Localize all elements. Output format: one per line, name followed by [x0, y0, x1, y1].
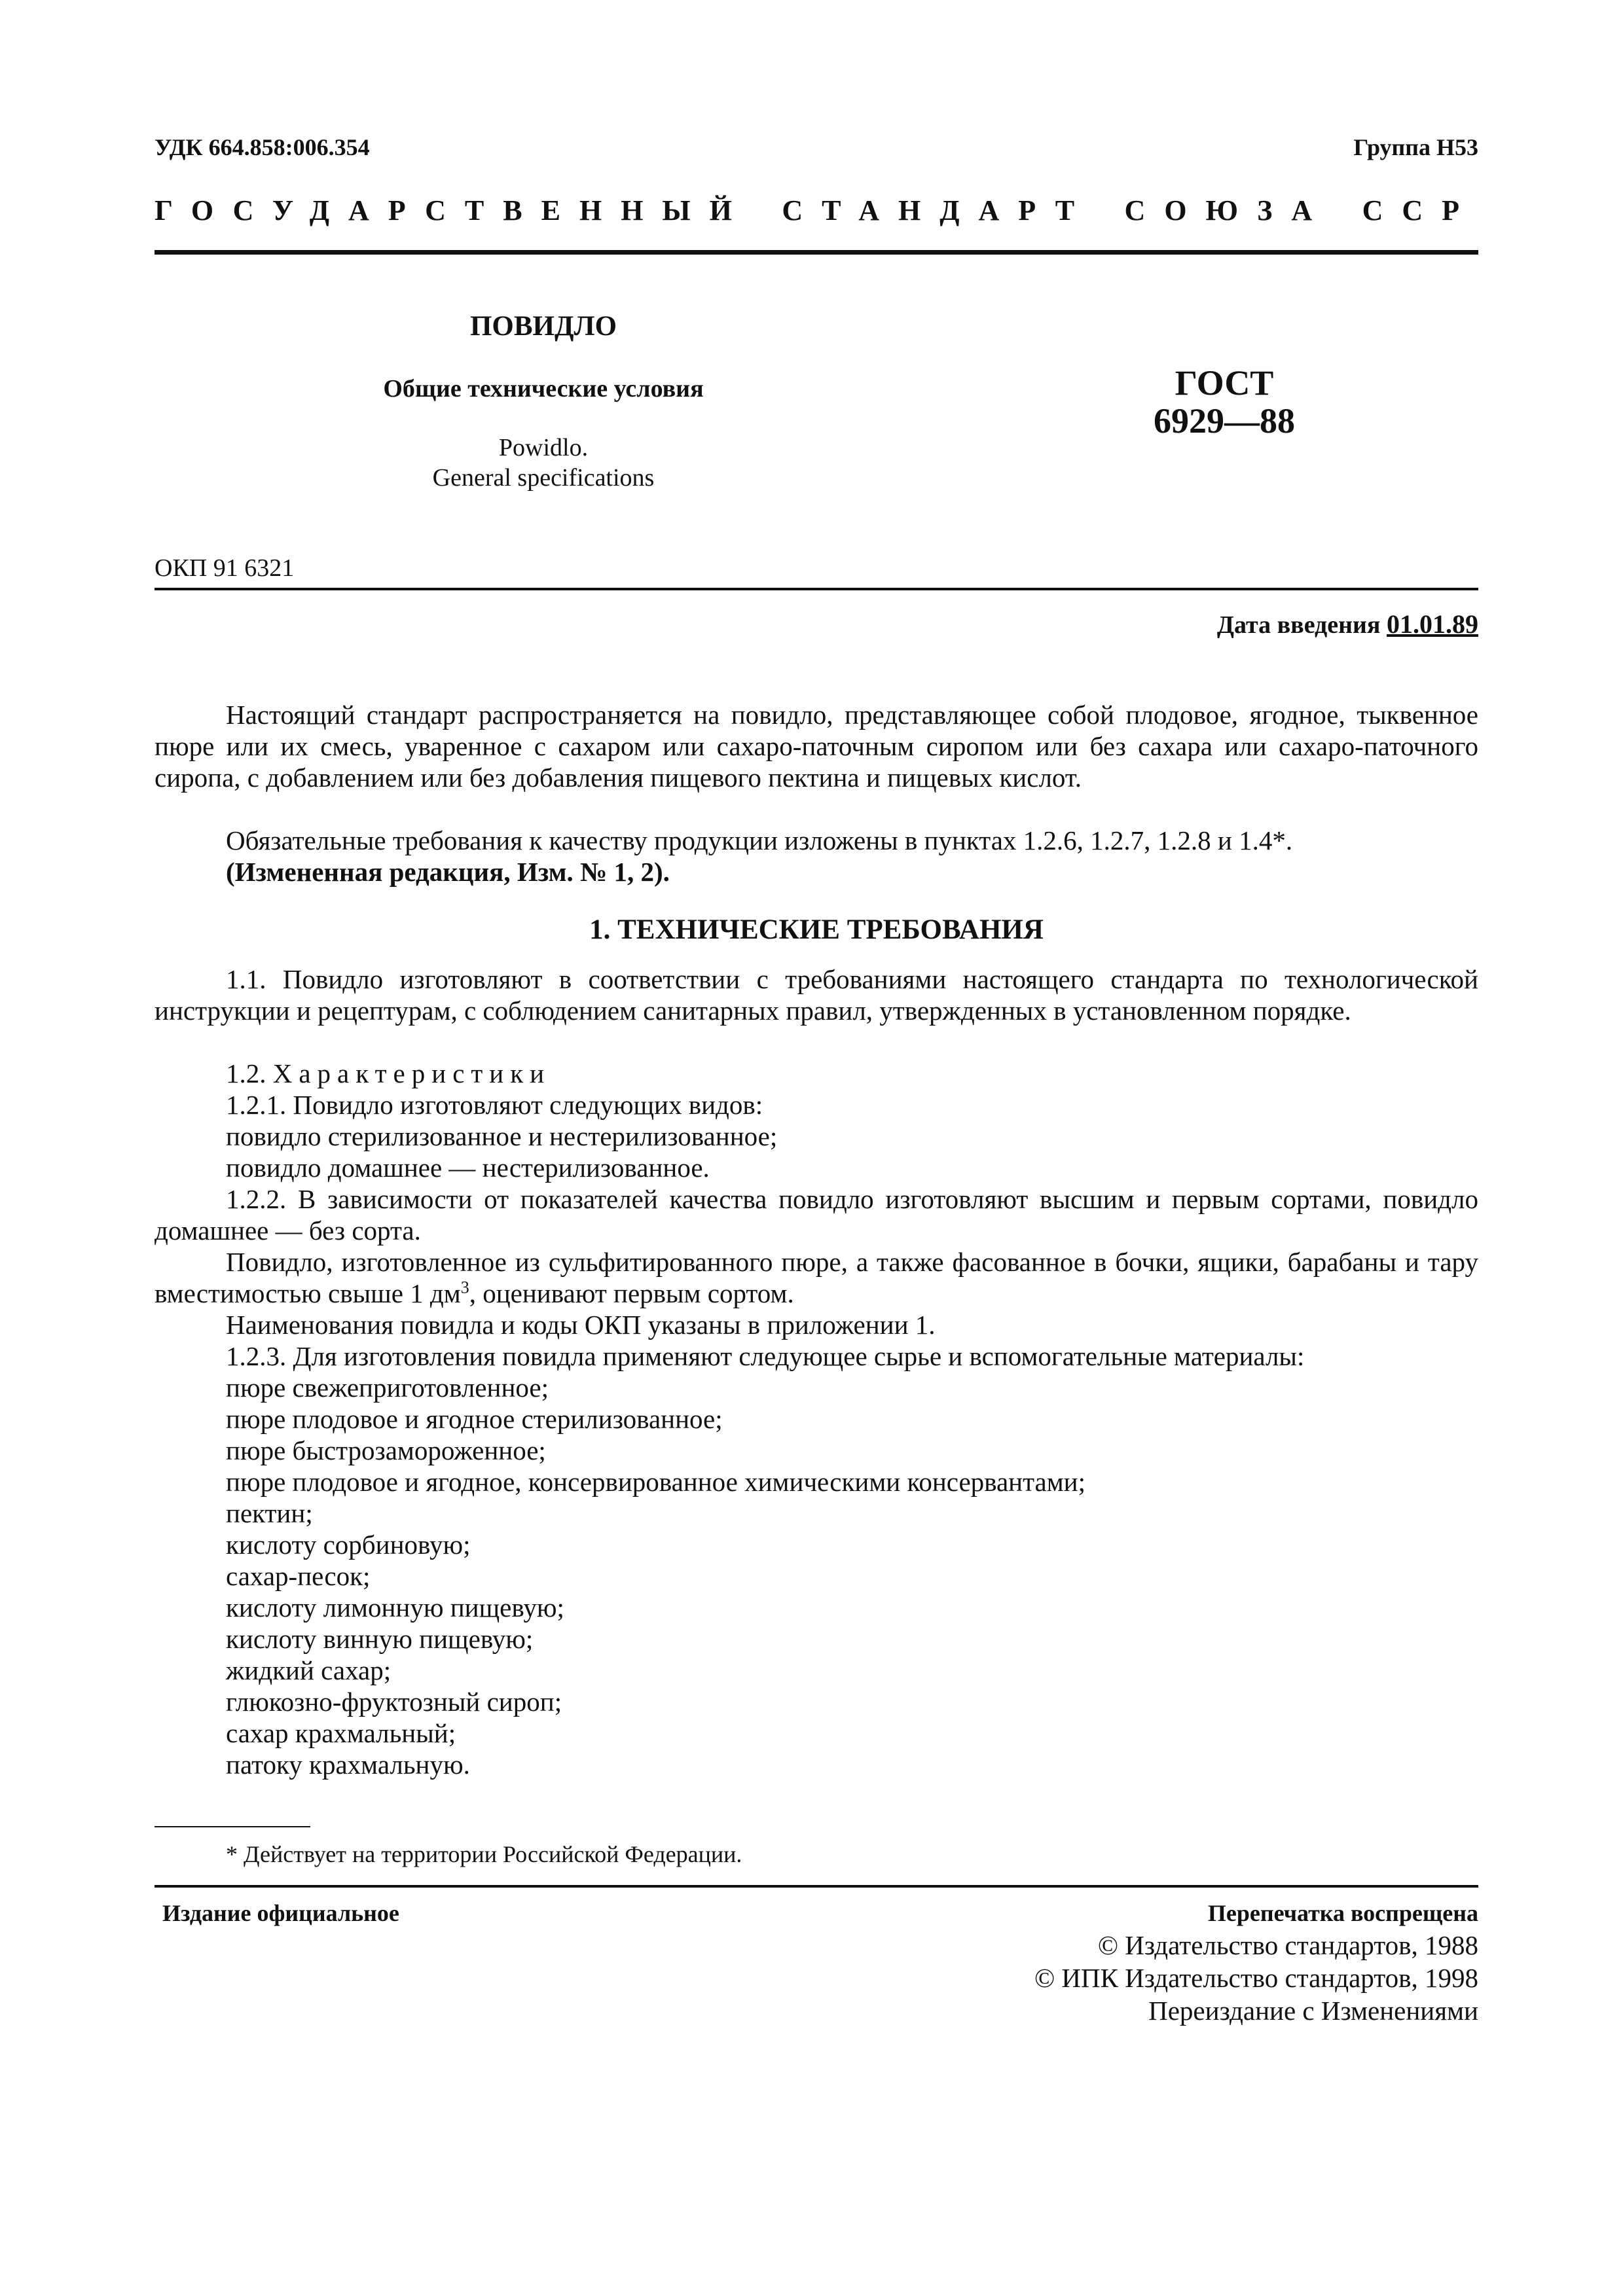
- effective-date: [1217, 609, 1478, 639]
- kind-item: повидло стерилизованное и нестерилизованное;: [226, 1121, 778, 1151]
- date-value: 01.01.89: [1387, 609, 1478, 639]
- okp-code: ОКП 91 6321: [155, 554, 295, 582]
- material-item: жидкий сахар;: [226, 1655, 392, 1685]
- material-item: глюкозно-фруктозный сироп;: [226, 1687, 562, 1717]
- sulfited-text-b: , оценивают первым сортом.: [469, 1278, 794, 1308]
- material-item: кислоту сорбиновую;: [226, 1530, 471, 1560]
- section-heading: 1. ТЕХНИЧЕСКИЕ ТРЕБОВАНИЯ: [589, 914, 1044, 945]
- reissue-note: Переиздание с Изменениями: [1148, 1996, 1478, 2026]
- kind-item: повидло домашнее — нестерилизованное.: [226, 1153, 710, 1183]
- state-standard-heading: ГОСУДАРСТВЕННЫЙ СТАНДАРТ СОЮЗА ССР: [155, 194, 1478, 226]
- copyright-1988: © Издательство стандартов, 1988: [1097, 1930, 1478, 1960]
- footnote: * Действует на территории Российской Федерации.: [226, 1841, 742, 1867]
- clause-1-2: [226, 1058, 551, 1089]
- amendment-note: (Измененная редакция, Изм. № 1, 2).: [226, 857, 670, 887]
- group-code: Группа Н53: [1353, 134, 1478, 160]
- okp-rule: [155, 588, 1478, 590]
- okp-names-note: Наименования повидла и коды ОКП указаны в приложении 1.: [226, 1310, 936, 1340]
- footer-rule: [155, 1885, 1478, 1888]
- material-item: сахар крахмальный;: [226, 1718, 456, 1748]
- material-item: кислоту винную пищевую;: [226, 1624, 534, 1654]
- material-item: пюре быстрозамороженное;: [226, 1435, 546, 1465]
- superscript-3: 3: [460, 1278, 469, 1297]
- gost-number: 6929—88: [1154, 401, 1295, 440]
- footnote-rule: [155, 1826, 310, 1827]
- mandatory-requirements: Обязательные требования к качеству продукции изложены в пунктах 1.2.6, 1.2.7, 1.2.8 и 1.4*.: [226, 825, 1293, 855]
- clause-1-2-2: 1.2.2. В зависимости от показателей качества повидло изготовляют высшим и первым сортами, повидло домашнее — без сорта.: [155, 1184, 1478, 1246]
- clause-1-2-3: 1.2.3. Для изготовления повидла применяют следующее сырье и вспомогательные материалы:: [226, 1341, 1305, 1371]
- date-label: Дата введения: [1216, 611, 1381, 639]
- material-item: пюре плодовое и ягодное стерилизованное;: [226, 1404, 723, 1434]
- official-edition: Издание официальное: [162, 1900, 399, 1926]
- material-item: пюре плодовое и ягодное, консервированное химическими консервантами;: [226, 1467, 1086, 1497]
- material-item: пектин;: [226, 1498, 313, 1528]
- english-title: Powidlo.: [498, 434, 589, 461]
- material-item: пюре свежеприготовленное;: [226, 1372, 549, 1403]
- doc-title: ПОВИДЛО: [469, 311, 617, 342]
- udk-code: УДК 664.858:006.354: [155, 134, 370, 160]
- sulfited-puree-note: [155, 1246, 1478, 1309]
- doc-subtitle: Общие технические условия: [383, 375, 704, 403]
- english-subtitle: General specifications: [432, 464, 655, 492]
- clause-1-2-heading: Характеристики: [272, 1058, 551, 1088]
- clause-1-2-number: 1.2.: [226, 1058, 266, 1088]
- gost-label: ГОСТ: [1175, 363, 1274, 403]
- clause-1-1: 1.1. Повидло изготовляют в соответствии с требованиями настоящего стандарта по технологической инструкции и рецептурам, с соблюдением санитарных правил, утвержденных в установленном порядке.: [155, 964, 1478, 1026]
- clause-1-2-1: 1.2.1. Повидло изготовляют следующих видов:: [226, 1090, 763, 1120]
- copyright-1998: © ИПК Издательство стандартов, 1998: [1034, 1963, 1478, 1993]
- sulfited-text-a: Повидло, изготовленное из сульфитированного пюре, а также фасованное в бочки, ящики, барабаны и тару вместимостью свыше 1 дм: [155, 1247, 1478, 1308]
- reprint-prohibited: Перепечатка воспрещена: [1207, 1900, 1478, 1926]
- header-rule: [155, 250, 1478, 255]
- intro-paragraph: Настоящий стандарт распространяется на повидло, представляющее собой плодовое, ягодное, тыквенное пюре или их смесь, уваренное с сахаром или сахаро-паточным сиропом или без сахара или сахаро-паточного сиропа, с добавлением или без добавления пищевого пектина и пищевых кислот.: [155, 700, 1478, 793]
- material-item: патоку крахмальную.: [226, 1749, 470, 1780]
- material-item: кислоту лимонную пищевую;: [226, 1592, 564, 1623]
- material-item: сахар-песок;: [226, 1561, 371, 1591]
